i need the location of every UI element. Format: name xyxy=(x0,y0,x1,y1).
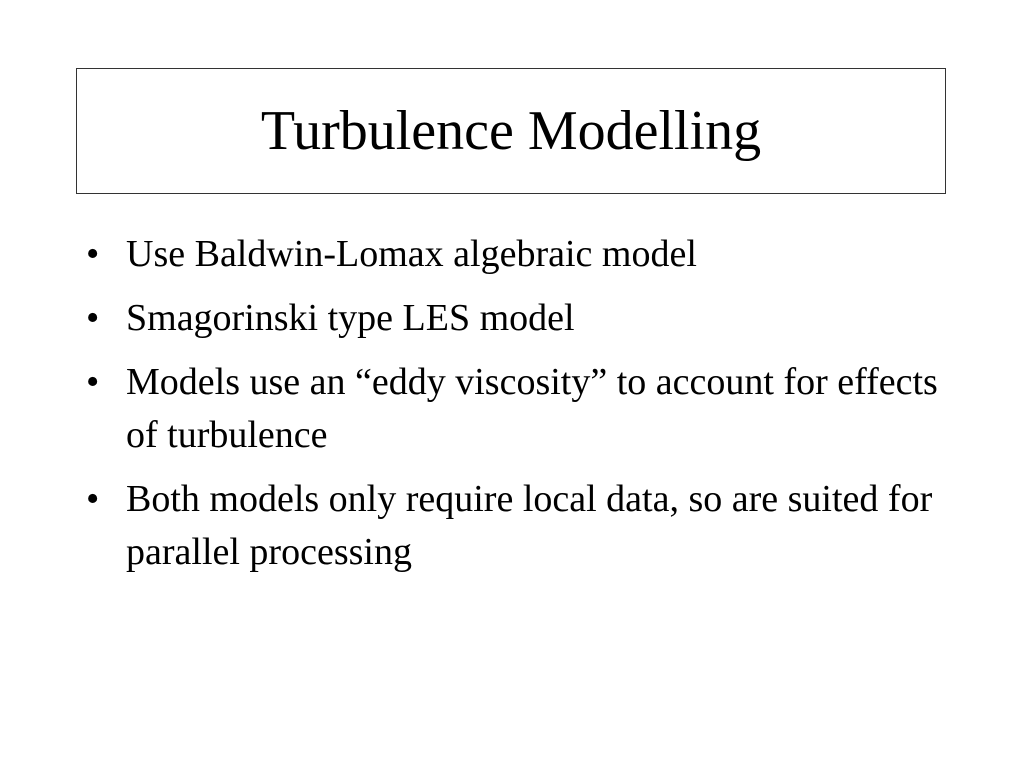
bullet-icon: • xyxy=(86,478,100,520)
bullet-list xyxy=(84,228,944,590)
bullet-item xyxy=(84,356,944,462)
bullet-item xyxy=(84,473,944,579)
bullet-icon: • xyxy=(86,361,100,403)
bullet-icon: • xyxy=(86,233,100,275)
bullet-text: Smagorinski type LES model xyxy=(126,297,575,339)
bullet-text: Models use an “eddy viscosity” to account for effects of turbulence xyxy=(126,361,938,456)
bullet-item xyxy=(84,228,944,281)
bullet-item xyxy=(84,292,944,345)
bullet-text: Use Baldwin-Lomax algebraic model xyxy=(126,233,697,275)
title-box xyxy=(76,68,946,194)
bullet-text: Both models only require local data, so are suited for parallel processing xyxy=(126,478,933,573)
slide-title: Turbulence Modelling xyxy=(260,100,762,162)
bullet-icon: • xyxy=(86,297,100,339)
